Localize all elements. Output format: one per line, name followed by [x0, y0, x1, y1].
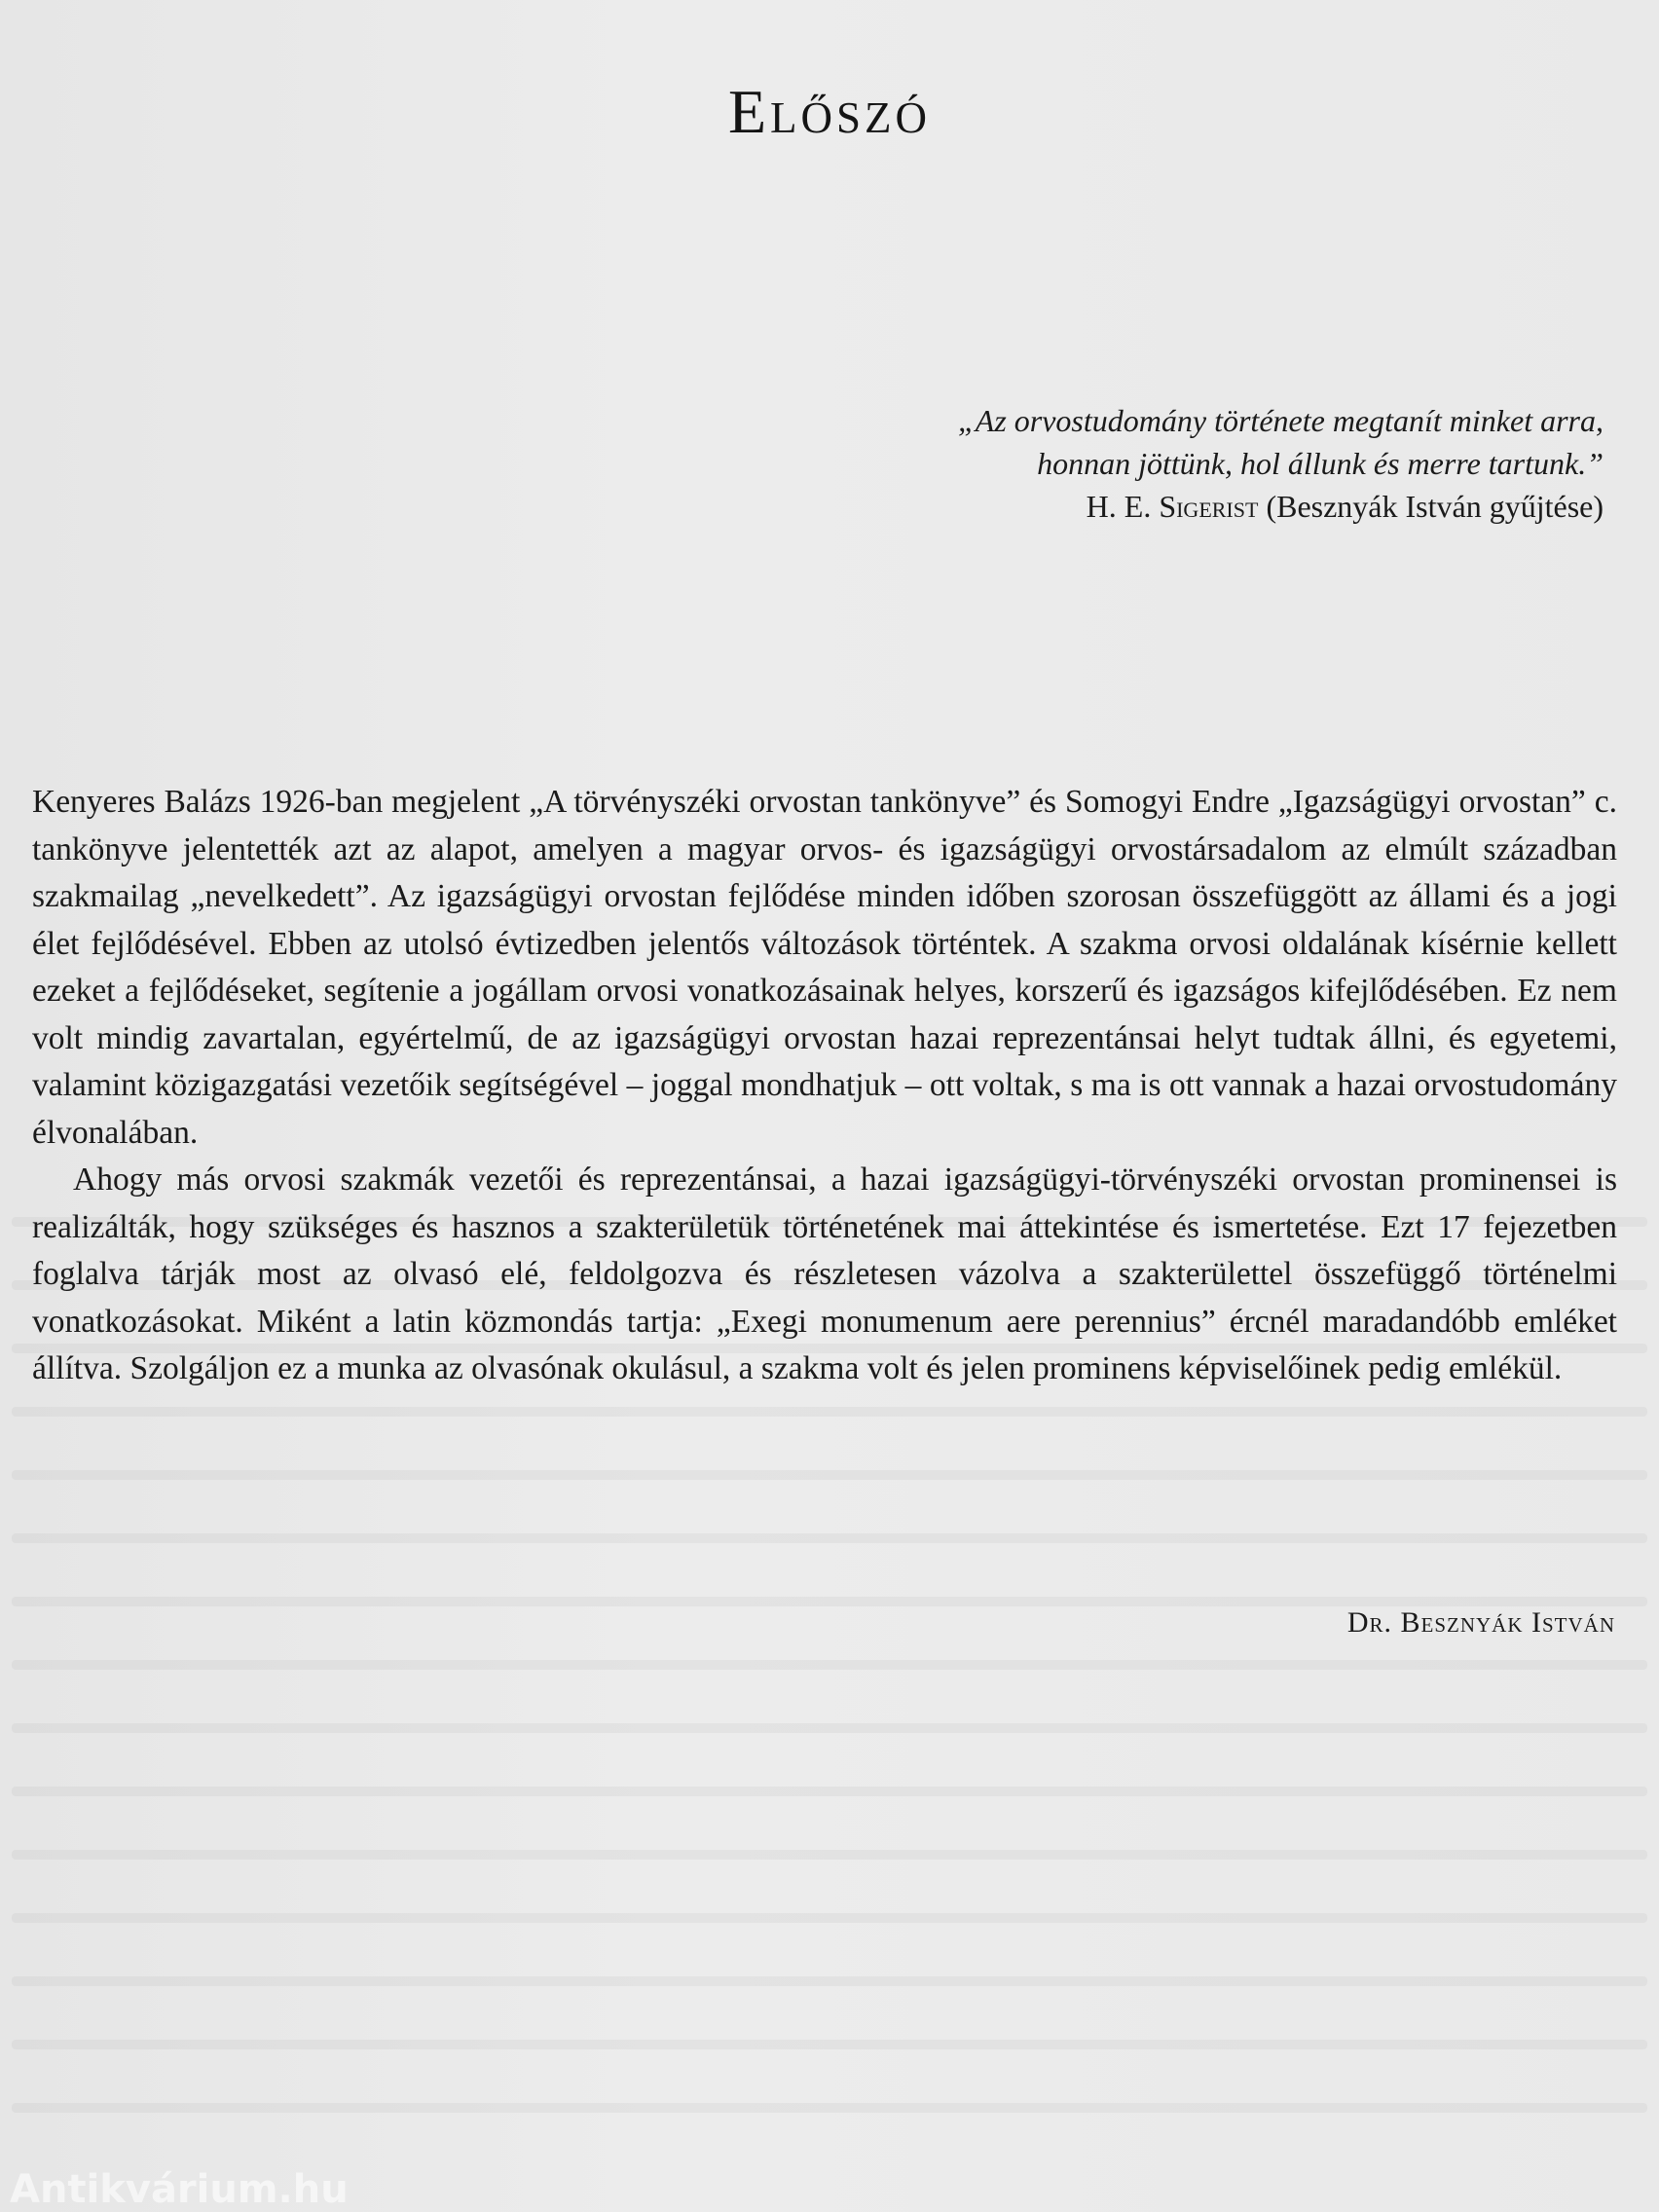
epigraph: [727, 399, 1604, 528]
epigraph-line-2: honnan jöttünk, hol állunk és merre tartunk.”: [1037, 446, 1604, 481]
preface-body: [32, 779, 1617, 1393]
epigraph-attribution: [727, 485, 1604, 528]
epigraph-line-1: „Az orvostudomány története megtanít minket arra,: [957, 403, 1604, 438]
epigraph-source: (Besznyák István gyűjtése): [1258, 489, 1604, 524]
page-title: Előszó: [727, 77, 932, 146]
watermark: Antikvárium.hu: [10, 2167, 349, 2212]
epigraph-author: H. E. Sigerist: [1086, 489, 1259, 524]
paragraph-2: Ahogy más orvosi szakmák vezetői és reprezentánsai, a hazai igazságügyi-törvényszéki orvostan prominensei is realizálták, hogy szükséges és hasznos a szakterületük történetének mai áttekintése és ismertetése. Ezt 17 fejezetben foglalva tárják most az olvasó elé, feldolgozva és részletesen vázolva a szakterülettel összefüggő történelmi vonatkozásokat. Miként a latin közmondás tartja: „Exegi monumenum aere perennius” ércnél maradandóbb emléket állítva. Szolgáljon ez a munka az olvasónak okulásul, a szakma volt és jelen prominens képviselőinek pedig emlékül.: [32, 1161, 1617, 1386]
paragraph-1: Kenyeres Balázs 1926-ban megjelent „A törvényszéki orvostan tankönyve” és Somogyi Endre „Igazságügyi orvostan” c. tankönyve jelentették azt az alapot, amelyen a magyar orvos- és igazságügyi orvostársadalom az elmúlt században szakmailag „nevelkedett”. Az igazságügyi orvostan fejlődése minden időben szorosan összefüggött az állami és a jogi élet fejlődésével. Ebben az utolsó évtizedben jelentős változások történtek. A szakma orvosi oldalának kísérnie kellett ezeket a fejlődéseket, segítenie a jogállam orvosi vonatkozásainak helyes, korszerű és igazságos kifejlődésében. Ez nem volt mindig zavartalan, egyértelmű, de az igazságügyi orvostan hazai reprezentánsai helyt tudtak állni, és egyetemi, valamint közigazgatási vezetőik segítségével – joggal mondhatjuk – ott voltak, s ma is ott vannak a hazai orvostudomány élvonalában.: [32, 784, 1617, 1151]
signature: Dr. Besznyák István: [1346, 1606, 1615, 1639]
